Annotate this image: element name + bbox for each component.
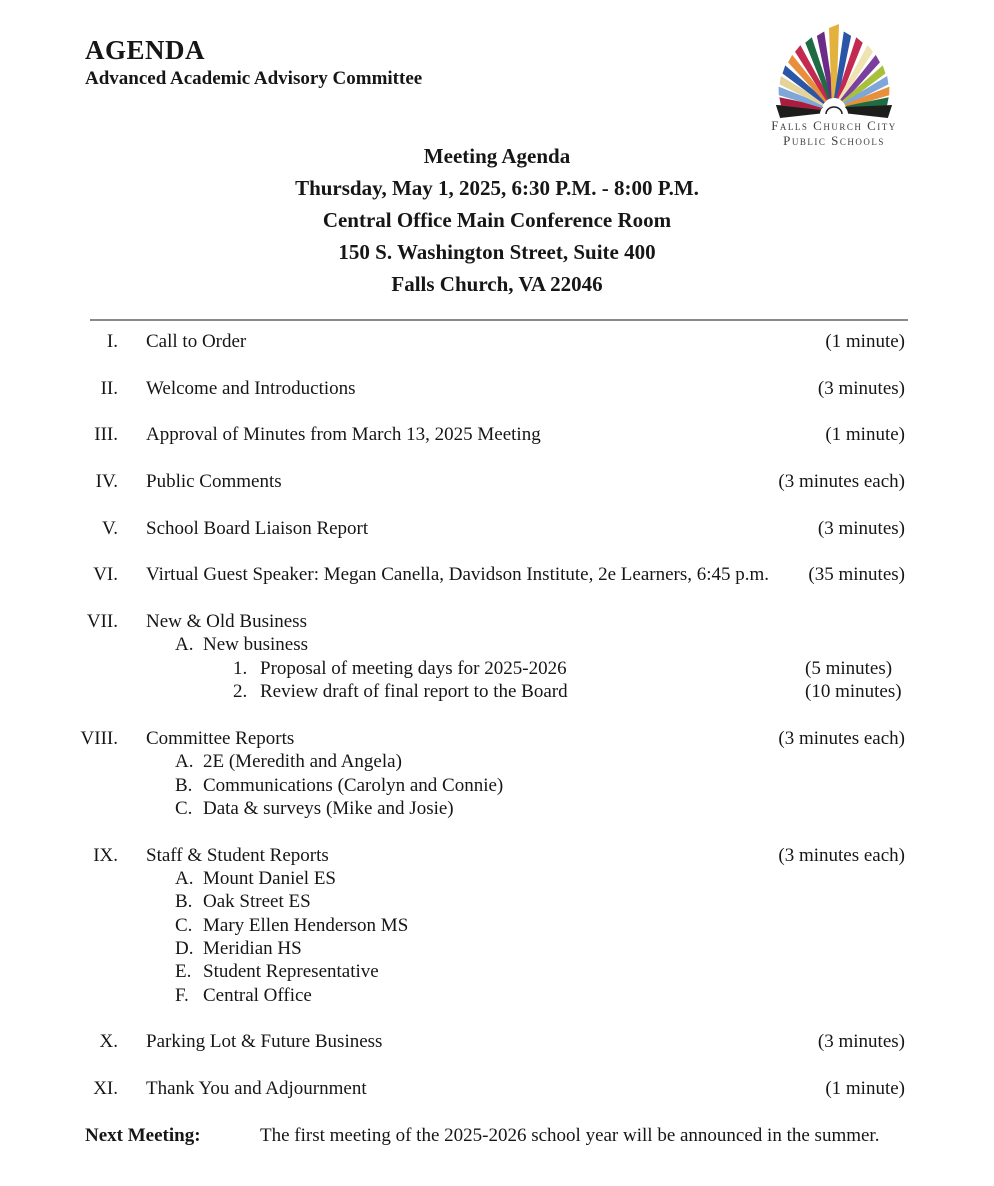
item-title: Virtual Guest Speaker: Megan Canella, Davidson Institute, 2e Learners, 6:45 p.m. (146, 564, 770, 586)
agenda-item (58, 844, 905, 867)
subsubitem-marker: 1. (233, 657, 248, 679)
item-numeral: X. (99, 1031, 118, 1053)
subitem-marker: B. (175, 774, 193, 796)
subitem-marker: B. (175, 891, 193, 913)
item-duration: (3 minutes each) (778, 727, 905, 749)
meeting-info-line: Thursday, May 1, 2025, 6:30 P.M. - 8:00 P.M. (295, 176, 699, 200)
subitem-marker: D. (175, 937, 194, 959)
subsubitem-title: Review draft of final report to the Board (260, 681, 568, 703)
item-duration: (5 minutes) (805, 657, 893, 679)
open-book-rays-icon (754, 14, 914, 118)
subitem-marker: A. (175, 867, 194, 889)
meeting-info-line: Central Office Main Conference Room (322, 208, 672, 232)
agenda-subitem (58, 797, 905, 820)
item-title: Parking Lot & Future Business (146, 1031, 383, 1053)
agenda-item (58, 610, 905, 633)
item-duration: (3 minutes) (817, 377, 905, 399)
item-duration: (1 minute) (825, 1078, 905, 1099)
item-numeral: VI. (93, 564, 118, 586)
item-numeral: I. (106, 331, 118, 352)
divider (90, 319, 908, 321)
agenda-subsubitem (58, 657, 905, 680)
subitem-title: Data & surveys (Mike and Josie) (203, 797, 454, 819)
subitem-title: Mount Daniel ES (203, 867, 336, 889)
meeting-info-line: 150 S. Washington Street, Suite 400 (338, 240, 656, 264)
subitem-marker: C. (175, 914, 193, 936)
item-title: Public Comments (146, 471, 282, 493)
agenda-subitem (58, 750, 905, 773)
agenda-subitem (58, 890, 905, 913)
item-duration: (10 minutes) (805, 681, 902, 703)
committee-name: Advanced Academic Advisory Committee (85, 68, 423, 89)
item-numeral: XI. (93, 1078, 118, 1099)
item-numeral: VII. (86, 611, 118, 633)
item-duration: (3 minutes each) (778, 471, 905, 493)
agenda-item (58, 517, 905, 540)
subitem-marker: A. (175, 634, 194, 656)
agenda-subsubitem (58, 680, 905, 703)
subitem-marker: A. (175, 751, 194, 773)
agenda-subitem (58, 774, 905, 797)
subitem-title: Student Representative (203, 961, 379, 983)
agenda-list (58, 330, 905, 1100)
item-numeral: II. (100, 377, 118, 399)
subsubitem-marker: 2. (233, 681, 248, 703)
document-title: AGENDA (85, 35, 206, 65)
item-duration: (1 minute) (825, 331, 905, 352)
item-title: Approval of Minutes from March 13, 2025 Meeting (146, 424, 541, 446)
subitem-title: Meridian HS (203, 937, 302, 959)
subitem-title: Oak Street ES (203, 891, 311, 913)
agenda-item (58, 563, 905, 586)
item-duration: (3 minutes each) (778, 844, 905, 866)
subitem-marker: F. (175, 984, 189, 1006)
agenda-subitem (58, 914, 905, 937)
item-title: New & Old Business (146, 611, 307, 633)
logo-text-line1: Falls Church City (771, 118, 897, 133)
meeting-info (0, 140, 994, 300)
item-title: Welcome and Introductions (146, 377, 356, 399)
next-meeting-label: Next Meeting: (85, 1124, 201, 1146)
item-duration: (3 minutes) (817, 517, 905, 539)
item-duration: (35 minutes) (808, 564, 905, 586)
item-numeral: V. (101, 517, 118, 539)
next-meeting (58, 1124, 905, 1147)
meeting-info-line: Falls Church, VA 22046 (391, 272, 603, 296)
meeting-info-line: Meeting Agenda (423, 144, 571, 168)
item-title: Call to Order (146, 331, 247, 352)
item-duration: (3 minutes) (817, 1031, 905, 1053)
agenda-subitem (58, 633, 905, 656)
subitem-title: Mary Ellen Henderson MS (203, 914, 409, 936)
item-numeral: IV. (95, 471, 118, 493)
logo-text-line2: Public Schools (783, 133, 885, 148)
agenda-item (58, 727, 905, 750)
subitem-marker: C. (175, 797, 193, 819)
item-numeral: III. (94, 424, 118, 446)
agenda-subitem (58, 960, 905, 983)
subitem-marker: E. (175, 961, 192, 983)
next-meeting-text: The first meeting of the 2025-2026 school year will be announced in the summer. (260, 1124, 880, 1146)
item-numeral: IX. (93, 844, 118, 866)
subitem-title: New business (203, 634, 309, 656)
fccps-logo (750, 14, 918, 148)
agenda-item (58, 330, 905, 353)
subitem-title: 2E (Meredith and Angela) (203, 751, 402, 773)
agenda-item (58, 423, 905, 446)
agenda-subitem (58, 984, 905, 1007)
item-duration: (1 minute) (825, 424, 905, 446)
item-title: Committee Reports (146, 727, 295, 749)
agenda-subitem (58, 867, 905, 890)
agenda-item (58, 1077, 905, 1100)
agenda-item (58, 1030, 905, 1053)
subitem-title: Communications (Carolyn and Connie) (203, 774, 504, 796)
agenda-item (58, 377, 905, 400)
item-title: Staff & Student Reports (146, 844, 329, 866)
agenda-item (58, 470, 905, 493)
item-title: Thank You and Adjournment (146, 1078, 367, 1099)
agenda-subitem (58, 937, 905, 960)
subitem-title: Central Office (203, 984, 312, 1006)
item-numeral: VIII. (80, 727, 118, 749)
subsubitem-title: Proposal of meeting days for 2025-2026 (260, 657, 567, 679)
item-title: School Board Liaison Report (146, 517, 369, 539)
